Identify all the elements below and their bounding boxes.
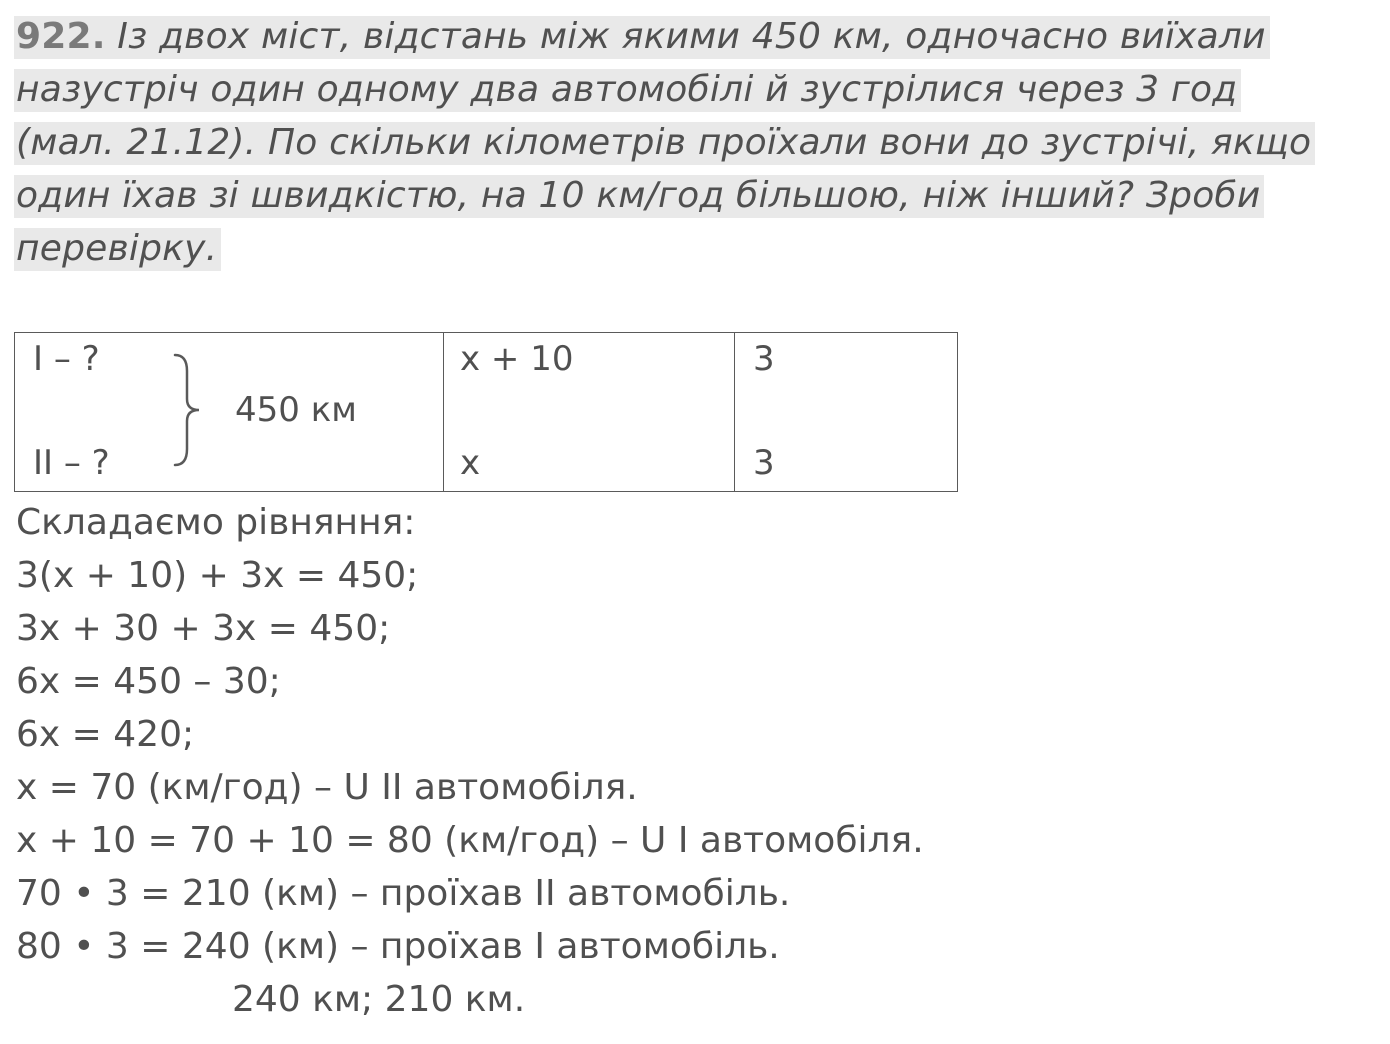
problem-line-2: [14, 63, 1380, 116]
problem-statement: [14, 10, 1380, 275]
solution-line-3: 3x + 30 + 3x = 450;: [16, 608, 391, 649]
table-column-distance: [15, 333, 443, 491]
total-distance: 450 км: [235, 390, 357, 430]
solution-line-4: 6x = 450 – 30;: [16, 661, 281, 702]
solution-line-7: x + 10 = 70 + 10 = 80 (км/год) – U I автомобіля.: [16, 820, 924, 861]
table-column-time: [734, 333, 957, 491]
problem-text-2: назустріч один одному два автомобілі й зустрілися через 3 год: [14, 69, 1241, 112]
condition-table: [14, 332, 958, 492]
solution-line-9: 80 • 3 = 240 (км) – проїхав I автомобіль.: [16, 926, 780, 967]
problem-line-5: [14, 222, 1380, 275]
table-column-speed: [443, 333, 735, 491]
time-second: 3: [753, 443, 775, 483]
answer: 240 км; 210 км.: [232, 979, 526, 1020]
solution-line-8: 70 • 3 = 210 (км) – проїхав II автомобіль.: [16, 873, 791, 914]
speed-second: x: [460, 443, 481, 483]
problem-text-3: (мал. 21.12). По скільки кілометрів проїхали вони до зустрічі, якщо: [14, 122, 1315, 165]
problem-line-1: [14, 10, 1380, 63]
solution-line-6: x = 70 (км/год) – U II автомобіля.: [16, 767, 638, 808]
curly-brace-icon: [171, 351, 211, 469]
problem-text-4: один їхав зі швидкістю, на 10 км/год більшою, ніж інший? Зроби: [14, 175, 1264, 218]
solution-line-5: 6x = 420;: [16, 714, 195, 755]
problem-line-3: [14, 116, 1380, 169]
problem-line-4: [14, 169, 1380, 222]
problem-number: 922.: [16, 16, 106, 57]
solution: [16, 496, 924, 1026]
time-first: 3: [753, 339, 775, 379]
problem-text-5: перевірку.: [14, 228, 221, 271]
row1-label: I – ?: [33, 339, 100, 379]
solution-line-2: 3(x + 10) + 3x = 450;: [16, 555, 419, 596]
row2-label: II – ?: [33, 443, 110, 483]
problem-text-1: Із двох міст, відстань між якими 450 км, одночасно виїхали: [117, 16, 1266, 57]
speed-first: x + 10: [460, 339, 574, 379]
solution-line-1: Складаємо рівняння:: [16, 502, 416, 543]
